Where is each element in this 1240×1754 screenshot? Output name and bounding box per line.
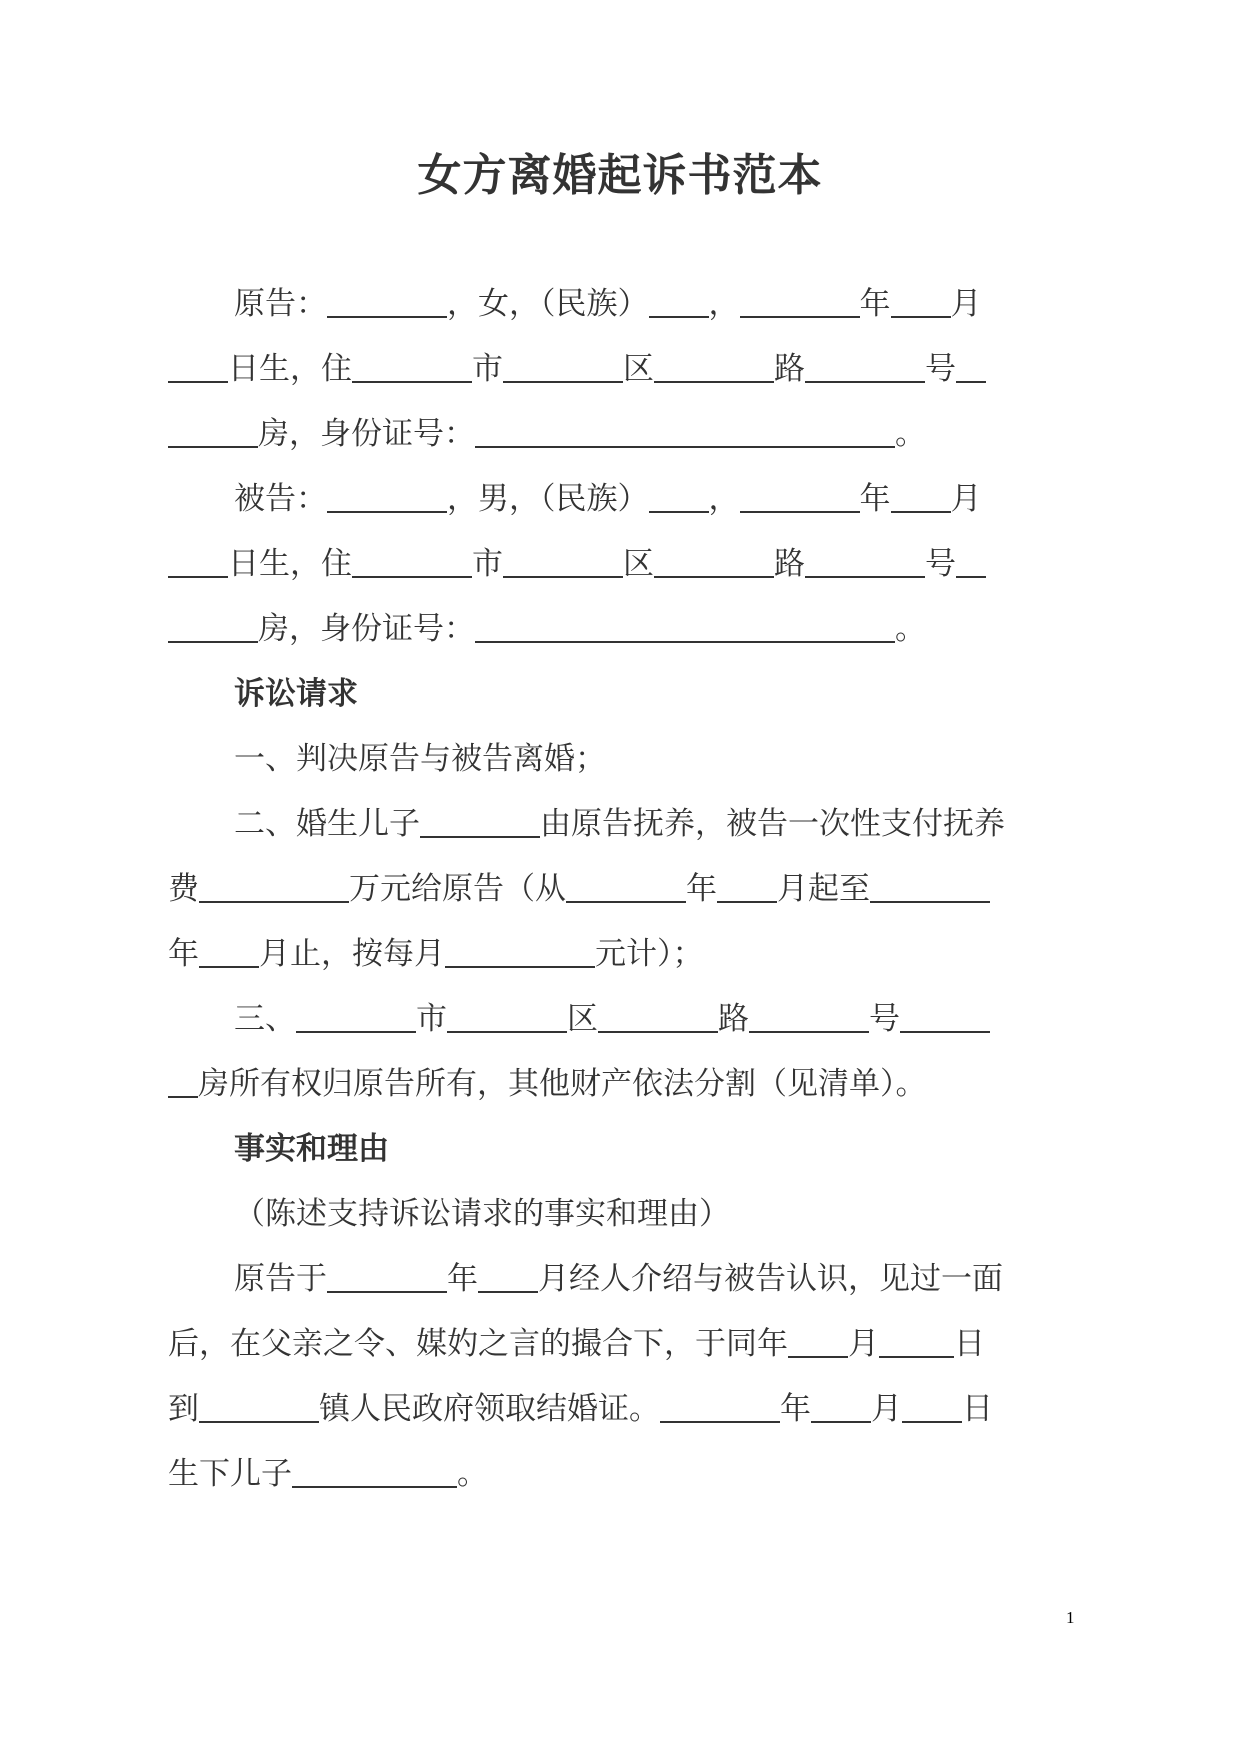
text: 日生，住 [228, 546, 352, 582]
text: 号 [869, 1001, 900, 1037]
blank-year[interactable] [660, 1395, 780, 1423]
blank-room[interactable] [168, 420, 258, 448]
blank-city[interactable] [296, 1005, 416, 1033]
text: 号 [925, 546, 956, 582]
defendant-line-1 [168, 467, 1082, 532]
document-title: 女方离婚起诉书范本 [417, 150, 823, 201]
blank-city[interactable] [352, 355, 472, 383]
blank-ethnicity[interactable] [649, 485, 709, 513]
text: 镇人民政府领取结婚证。 [319, 1391, 660, 1427]
blank-start-month[interactable] [717, 875, 777, 903]
claims-heading: 诉讼请求 [234, 676, 358, 712]
claim-item-2-line-3 [168, 922, 1082, 987]
text: 路 [774, 546, 805, 582]
claim-item-3-line-2 [168, 1052, 1082, 1117]
defendant-line-3 [168, 597, 1082, 662]
blank-month[interactable] [891, 485, 951, 513]
text: 市 [472, 546, 503, 582]
text: 。 [895, 611, 926, 647]
blank-room-start[interactable] [900, 1005, 990, 1033]
text: 月 [848, 1326, 879, 1362]
text: 二、婚生儿子 [234, 806, 420, 842]
text: 。 [457, 1456, 488, 1492]
text: ， [708, 481, 740, 517]
page-number: 1 [1066, 1608, 1075, 1627]
blank-start-year[interactable] [566, 875, 686, 903]
text: 市 [416, 1001, 447, 1037]
facts-note: （陈述支持诉讼请求的事实和理由） [234, 1196, 730, 1232]
text: 月 [871, 1391, 902, 1427]
claim-item-1: 一、判决原告与被告离婚； [234, 741, 606, 777]
text: 月 [950, 481, 982, 517]
claim-item-2-line-2 [168, 857, 1082, 922]
text: 号 [925, 351, 956, 387]
blank-name[interactable] [327, 290, 447, 318]
defendant-line-2 [168, 532, 1082, 597]
text: 年 [859, 481, 891, 517]
text: 原告： [234, 286, 327, 322]
text: 日 [962, 1391, 993, 1427]
facts-heading: 事实和理由 [234, 1131, 389, 1167]
plaintiff-line-3 [168, 402, 1082, 467]
blank-city[interactable] [352, 550, 472, 578]
text: 费 [168, 871, 199, 907]
text: ，女，（民族） [447, 286, 649, 322]
blank-road[interactable] [654, 550, 774, 578]
blank-month[interactable] [788, 1330, 848, 1358]
blank-monthly-amount[interactable] [445, 940, 595, 968]
text: 房，身份证号： [258, 416, 475, 452]
text: 区 [623, 351, 654, 387]
text: ， [708, 286, 740, 322]
blank-day[interactable] [902, 1395, 962, 1423]
blank-day[interactable] [168, 550, 228, 578]
text: 年 [780, 1391, 811, 1427]
blank-district[interactable] [503, 550, 623, 578]
text: 路 [718, 1001, 749, 1037]
blank-district[interactable] [503, 355, 623, 383]
blank-road[interactable] [598, 1005, 718, 1033]
text: 年 [859, 286, 891, 322]
claim-item-2 [168, 792, 1082, 857]
blank-room[interactable] [168, 1070, 198, 1098]
text: 路 [774, 351, 805, 387]
blank-room-start[interactable] [956, 550, 986, 578]
text: 元计）； [595, 936, 704, 972]
blank-ethnicity[interactable] [649, 290, 709, 318]
blank-number[interactable] [749, 1005, 869, 1033]
text: 万元给原告（从 [349, 871, 566, 907]
text: 区 [567, 1001, 598, 1037]
blank-month[interactable] [891, 290, 951, 318]
facts-paragraph-line-4 [168, 1442, 1082, 1507]
claim-item-3 [168, 987, 1082, 1052]
text: 月起至 [777, 871, 870, 907]
blank-son-name[interactable] [292, 1460, 457, 1488]
text: 三、 [234, 1001, 296, 1037]
text: 。 [895, 416, 926, 452]
plaintiff-line-2 [168, 337, 1082, 402]
blank-room-start[interactable] [956, 355, 986, 383]
blank-day[interactable] [879, 1330, 954, 1358]
text: ，男，（民族） [447, 481, 649, 517]
text: 日生，住 [228, 351, 352, 387]
blank-amount[interactable] [199, 875, 349, 903]
text: 到 [168, 1391, 199, 1427]
facts-paragraph-line-3 [168, 1377, 1082, 1442]
blank-end-year[interactable] [870, 875, 990, 903]
text: 生下儿子 [168, 1456, 292, 1492]
text: 年 [686, 871, 717, 907]
facts-paragraph-line-1 [168, 1247, 1082, 1312]
text: 后，在父亲之令、媒妁之言的撮合下，于同年 [168, 1326, 788, 1362]
text: 由原告抚养，被告一次性支付抚养 [540, 806, 1005, 842]
blank-year[interactable] [740, 485, 860, 513]
text: 月经人介绍与被告认识，见过一面 [538, 1261, 1003, 1297]
blank-year[interactable] [740, 290, 860, 318]
blank-room[interactable] [168, 615, 258, 643]
blank-district[interactable] [447, 1005, 567, 1033]
blank-town[interactable] [199, 1395, 319, 1423]
text: 日 [954, 1326, 985, 1362]
text: 月 [950, 286, 982, 322]
blank-road[interactable] [654, 355, 774, 383]
text: 年 [168, 936, 199, 972]
text: 区 [623, 546, 654, 582]
text: 原告于 [234, 1261, 327, 1297]
text: 月止，按每月 [259, 936, 445, 972]
text: 被告： [234, 481, 327, 517]
blank-month[interactable] [478, 1265, 538, 1293]
facts-paragraph-line-2 [168, 1312, 1082, 1377]
blank-son-name[interactable] [420, 810, 540, 838]
blank-month[interactable] [811, 1395, 871, 1423]
blank-end-month[interactable] [199, 940, 259, 968]
text: 市 [472, 351, 503, 387]
blank-id-number[interactable] [475, 615, 895, 643]
blank-year[interactable] [327, 1265, 447, 1293]
text: 房所有权归原告所有，其他财产依法分割（见清单）。 [198, 1066, 927, 1102]
blank-day[interactable] [168, 355, 228, 383]
text: 房，身份证号： [258, 611, 475, 647]
blank-name[interactable] [327, 485, 447, 513]
blank-number[interactable] [805, 355, 925, 383]
blank-number[interactable] [805, 550, 925, 578]
blank-id-number[interactable] [475, 420, 895, 448]
plaintiff-line-1 [168, 272, 1082, 337]
text: 年 [447, 1261, 478, 1297]
